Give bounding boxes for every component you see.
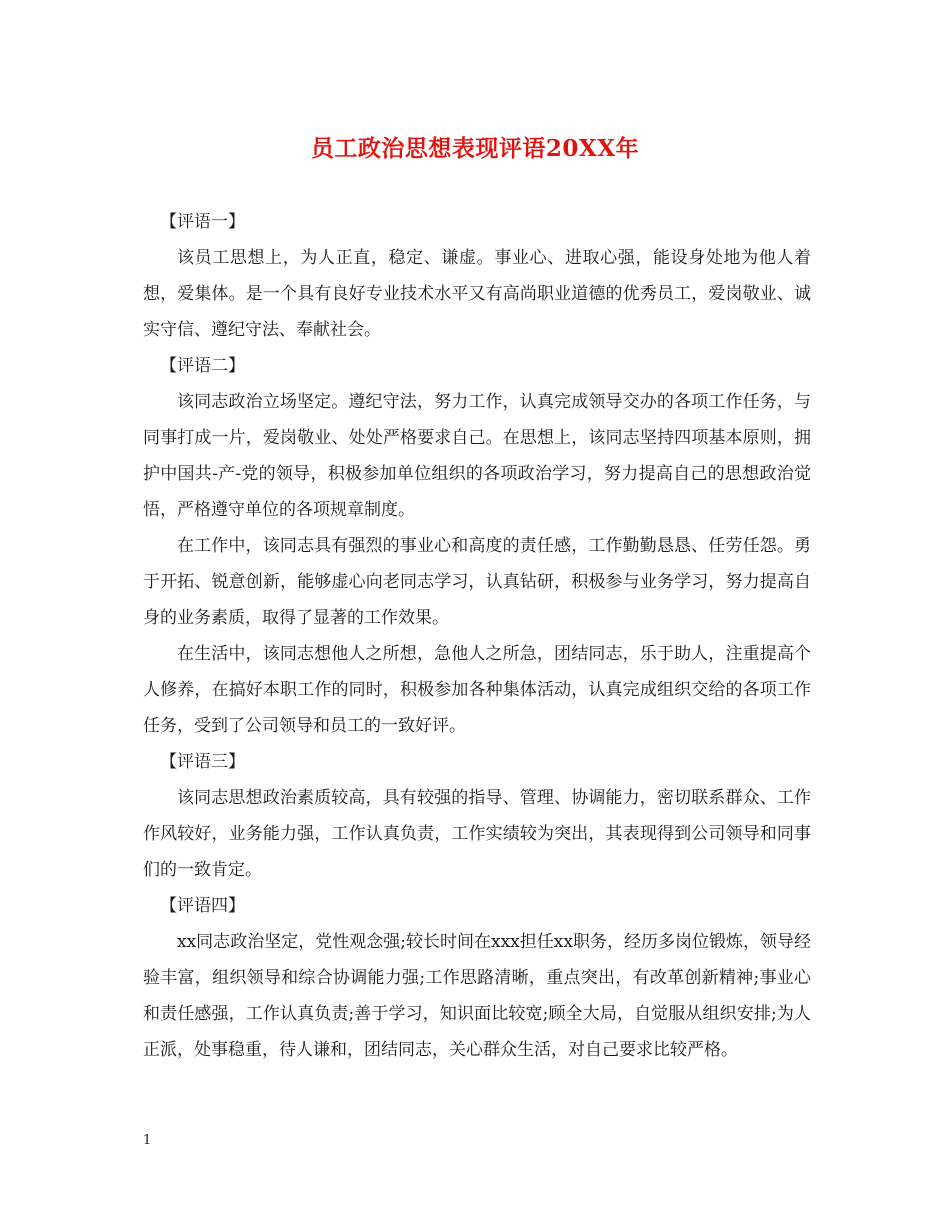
section-2-paragraph-2: 在工作中，该同志具有强烈的事业心和高度的责任感，工作勤勤恳恳、任劳任怨。勇于开拓、锐意创新，能够虚心向老同志学习，认真钻研，积极参与业务学习，努力提高自身的业务素质，取得了显著的工作效果。 [143, 536, 811, 628]
section-1-paragraph-1: 该员工思想上，为人正直，稳定、谦虚。事业心、进取心强，能设身处地为他人着想，爱集体。是一个具有良好专业技术水平又有高尚职业道德的优秀员工，爱岗敬业、诚实守信、遵纪守法、奉献社会。 [143, 248, 811, 340]
section-2-paragraph-1: 该同志政治立场坚定。遵纪守法，努力工作，认真完成领导交办的各项工作任务，与同事打成一片，爱岗敬业、处处严格要求自己。在思想上，该同志坚持四项基本原则，拥护中国共-产-党的领导，积极参加单位组织的各项政治学习，努力提高自己的思想政治觉悟，严格遵守单位的各项规章制度。 [143, 392, 811, 520]
section-2-paragraph-3: 在生活中，该同志想他人之所想，急他人之所急，团结同志，乐于助人，注重提高个人修养，在搞好本职工作的同时，积极参加各种集体活动，认真完成组织交给的各项工作任务，受到了公司领导和员工的一致好评。 [143, 644, 811, 736]
section-heading-1: 【评语一】 [160, 212, 245, 232]
section-heading-3: 【评语三】 [160, 752, 245, 772]
section-3-paragraph-1: 该同志思想政治素质较高，具有较强的指导、管理、协调能力，密切联系群众、工作作风较好，业务能力强，工作认真负责，工作实绩较为突出，其表现得到公司领导和同事们的一致肯定。 [143, 788, 811, 880]
section-4-paragraph-1: xx同志政治坚定，党性观念强;较长时间在xxx担任xx职务，经历多岗位锻炼，领导经验丰富，组织领导和综合协调能力强;工作思路清晰，重点突出，有改革创新精神;事业心和责任感强，工作认真负责;善于学习，知识面比较宽;顾全大局，自觉服从组织安排;为人正派，处事稳重，待人谦和，团结同志，关心群众生活，对自己要求比较严格。 [143, 932, 811, 1060]
document-body [143, 204, 811, 1068]
page-number: 1 [143, 1133, 152, 1148]
section-heading-4: 【评语四】 [160, 896, 245, 916]
section-heading-2: 【评语二】 [160, 356, 245, 376]
page-title: 员工政治思想表现评语20XX年 [310, 135, 640, 162]
